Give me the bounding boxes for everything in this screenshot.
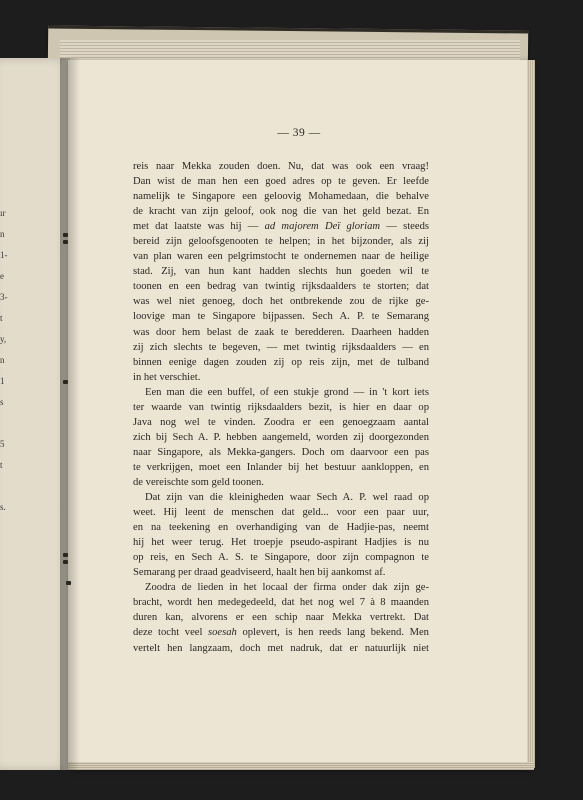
text-line: reis naar Mekka zouden doen. Nu, dat was ook een vraag! bbox=[133, 161, 429, 172]
text-line: Dat zijn van die kleinigheden waar Sech A. P. wel raad op bbox=[145, 492, 429, 504]
body-text bbox=[133, 159, 429, 656]
text-line: bracht, wordt hen medegedeeld, dat het nog wel 7 à 8 maanden bbox=[133, 597, 429, 609]
gutter-shadow bbox=[60, 58, 80, 770]
text-line: bereid zijn geloofsgenooten te helpen; in het bijzonder, als zij bbox=[133, 236, 429, 248]
text-line: en na teekening en overhandiging van de Hadjie-pas, neemt bbox=[133, 522, 429, 534]
text-line: naar Singapore, als Mekka-gangers. Doch om daarvoor een pas bbox=[133, 446, 429, 458]
page-stack-top bbox=[60, 40, 520, 60]
page-edge-right bbox=[527, 60, 535, 768]
left-page-fragment: 3- bbox=[0, 292, 8, 302]
left-page-fragment: 1- bbox=[0, 250, 8, 260]
text-line: van plan waren een pelgrimstocht te ondernemen naar de heilige bbox=[133, 251, 429, 263]
text-line: Zoodra de lieden in het locaal der firma onder dak zijn ge- bbox=[145, 582, 429, 594]
text-line: ter waarde van twintig rijksdaalders bezit, is hier en daar op bbox=[133, 401, 429, 413]
text-line: deze tocht veel soesah oplevert, is hen reeds lang bekend. Men bbox=[133, 627, 429, 639]
text-line: Java nog wel te vinden. Zoodra er een genoegzaam aantal bbox=[133, 416, 429, 428]
text-line: te verkrijgen, moet een Inlander bij het bestuur aankloppen, en bbox=[133, 461, 429, 473]
text-line: vertelt hen langzaam, doch met nadruk, dat er natuurlijk niet bbox=[133, 642, 429, 654]
left-page-fragment: 1 bbox=[0, 376, 5, 386]
text-line: was wel niet genoeg, doch het ontbrekende zou de rijke ge- bbox=[133, 296, 429, 308]
text-line: Dan wist de man hen een goed adres op te geven. Er leefde bbox=[133, 176, 429, 188]
page-number: — 39 — bbox=[277, 127, 321, 139]
text-line: binnen eenige dagen zouden zij op reis zijn, met de tulband bbox=[133, 356, 429, 368]
left-page-fragment: e bbox=[0, 271, 4, 281]
left-page-fragment: y, bbox=[0, 334, 7, 344]
text-line: Een man die een buffel, of een stukje grond — in 't kort iets bbox=[145, 386, 429, 398]
text-line: Semarang per draad geadviseerd, haalt hen bij aankomst af. bbox=[133, 567, 386, 579]
left-page-text-fragments bbox=[0, 208, 14, 523]
left-page-fragment: s bbox=[0, 397, 4, 407]
text-line: loovige man te Singapore bijpassen. Sech A. P. te Semarang bbox=[133, 311, 429, 323]
text-line: toonen en een bedrag van twintig rijksdaalders te storten; dat bbox=[133, 281, 429, 293]
text-line: op reis, en Sech A. S. te Singapore, door zijn compagnon te bbox=[133, 552, 429, 564]
text-line: namelijk te Singapore een geloovig Mohamedaan, die behalve bbox=[133, 191, 429, 203]
left-page-fragment bbox=[0, 418, 14, 439]
text-line: de kracht van zijn geloof, ook nog die van het geld bezat. En bbox=[133, 206, 429, 218]
left-page-fragment: 5 bbox=[0, 439, 5, 449]
left-page-fragment: s. bbox=[0, 502, 6, 512]
left-page-fragment: t bbox=[0, 460, 3, 470]
left-page-fragment: ır bbox=[0, 208, 6, 218]
text-line: met dat laatste was hij — ad majorem Deï gloriam — steeds bbox=[133, 221, 429, 233]
left-page-fragment: t bbox=[0, 313, 3, 323]
text-line: de vereischte som geld toonen. bbox=[133, 476, 264, 488]
text-line: was door hem belast de zaak te beredderen. Daarheen hadden bbox=[133, 326, 429, 338]
left-page-fragment: n bbox=[0, 355, 5, 365]
left-page-fragment bbox=[0, 481, 14, 502]
text-line: zich bij Sech A. P. hebben aangemeld, worden zij doorgezonden bbox=[133, 431, 429, 443]
left-page-fragment: n bbox=[0, 229, 5, 239]
text-line: zij zich slechts te begeven, — met twintig rijksdaalders — en bbox=[133, 341, 429, 353]
text-line: hij het weer terug. Het troepje pseudo-aspirant Hadjies is nu bbox=[133, 537, 429, 549]
text-line: duren kan, alvorens er een schip naar Mekka vertrekt. Dat bbox=[133, 612, 429, 624]
text-line: stad. Zij, van hun kant hadden slechts hun goeden wil te bbox=[133, 266, 429, 278]
text-line: in het verschiet. bbox=[133, 371, 201, 383]
page-edge-bottom bbox=[68, 762, 534, 770]
text-line: weet. Hij leent de menschen dat geld... voor een paar uur, bbox=[133, 507, 429, 519]
